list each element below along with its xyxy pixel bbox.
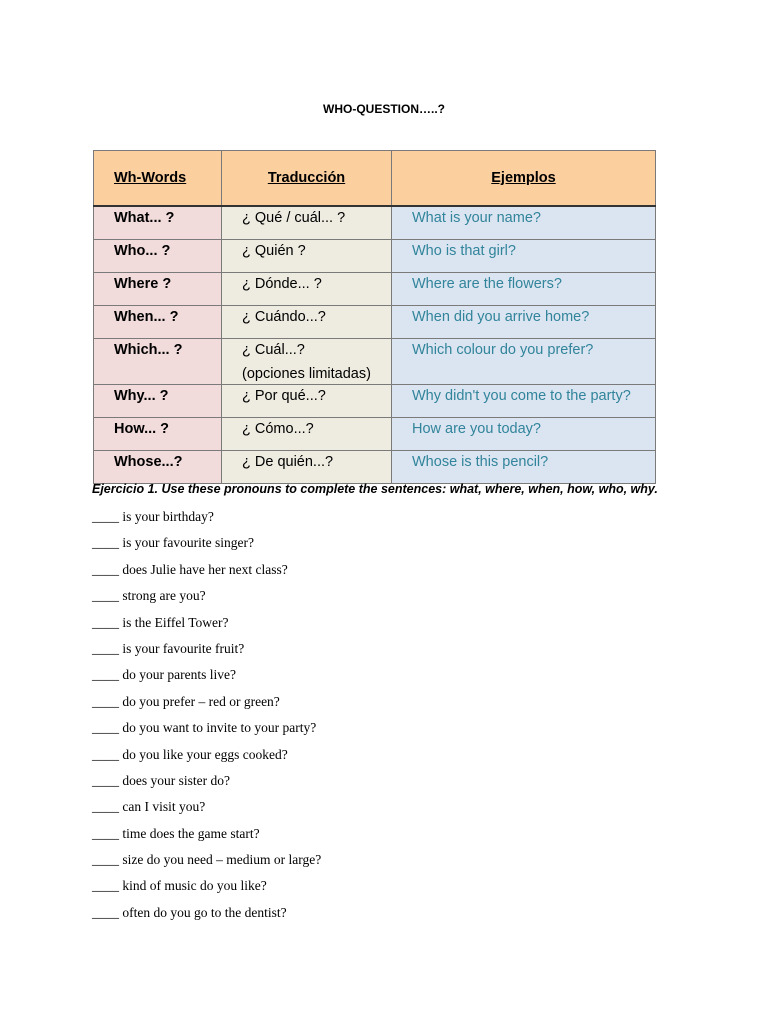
exercise-sentences	[92, 508, 321, 930]
example-cell: What is your name?	[392, 206, 656, 240]
example-cell: How are you today?	[392, 418, 656, 451]
table-row	[94, 385, 656, 418]
translation-cell: ¿ Por qué...?	[222, 385, 392, 418]
wh-word-cell: Which... ?	[94, 339, 222, 385]
translation-text: ¿ Cuál...?	[242, 342, 305, 358]
header-ejemplos: Ejemplos	[392, 151, 656, 207]
exercise-sentence: ____ do you like your eggs cooked?	[92, 746, 288, 762]
translation-note: (opciones limitadas)	[242, 366, 371, 382]
table-row	[94, 306, 656, 339]
table-row	[94, 339, 656, 385]
header-traduccion: Traducción	[222, 151, 392, 207]
page-title: WHO-QUESTION…..?	[323, 102, 445, 116]
table-row	[94, 418, 656, 451]
translation-cell: ¿ Cómo...?	[222, 418, 392, 451]
table-row	[94, 273, 656, 306]
translation-cell: ¿ Quién ?	[222, 240, 392, 273]
wh-words-table	[93, 150, 656, 484]
exercise-sentence: ____ is the Eiffel Tower?	[92, 614, 229, 630]
wh-word-cell: Whose...?	[94, 451, 222, 484]
wh-word-cell: Where ?	[94, 273, 222, 306]
example-cell: Which colour do you prefer?	[392, 339, 656, 385]
wh-word-cell: What... ?	[94, 206, 222, 240]
translation-cell: ¿ Cuándo...?	[222, 306, 392, 339]
wh-word-cell: Why... ?	[94, 385, 222, 418]
exercise-sentence: ____ is your favourite singer?	[92, 535, 254, 551]
wh-word-cell: How... ?	[94, 418, 222, 451]
exercise-sentence: ____ does your sister do?	[92, 772, 230, 788]
exercise-sentence: ____ do you prefer – red or green?	[92, 693, 280, 709]
table-row	[94, 240, 656, 273]
table-header-row	[94, 151, 656, 207]
exercise-sentence: ____ size do you need – medium or large?	[92, 852, 322, 868]
example-cell: Whose is this pencil?	[392, 451, 656, 484]
exercise-sentence: ____ does Julie have her next class?	[92, 561, 288, 577]
translation-cell	[222, 339, 392, 385]
exercise-sentence: ____ often do you go to the dentist?	[92, 904, 287, 920]
table-row	[94, 451, 656, 484]
wh-word-cell: Who... ?	[94, 240, 222, 273]
exercise-sentence: ____ is your birthday?	[92, 509, 214, 524]
translation-cell: ¿ De quién...?	[222, 451, 392, 484]
exercise-sentence: ____ time does the game start?	[92, 825, 260, 841]
exercise-sentence: ____ kind of music do you like?	[92, 878, 267, 894]
exercise-sentence: ____ is your favourite fruit?	[92, 640, 245, 656]
translation-cell: ¿ Dónde... ?	[222, 273, 392, 306]
example-cell: Why didn't you come to the party?	[392, 385, 656, 418]
example-cell: Where are the flowers?	[392, 273, 656, 306]
exercise-sentence: ____ strong are you?	[92, 588, 206, 604]
exercise-heading: Ejercicio 1. Use these pronouns to complete the sentences: what, where, when, how, who, why.	[92, 482, 658, 496]
header-wh-words: Wh-Words	[94, 151, 222, 207]
exercise-sentence: ____ do you want to invite to your party?	[92, 720, 317, 736]
exercise-sentence: ____ can I visit you?	[92, 799, 206, 815]
example-cell: Who is that girl?	[392, 240, 656, 273]
translation-cell: ¿ Qué / cuál... ?	[222, 206, 392, 240]
example-cell: When did you arrive home?	[392, 306, 656, 339]
wh-word-cell: When... ?	[94, 306, 222, 339]
table-row	[94, 206, 656, 240]
exercise-sentence: ____ do your parents live?	[92, 667, 236, 683]
